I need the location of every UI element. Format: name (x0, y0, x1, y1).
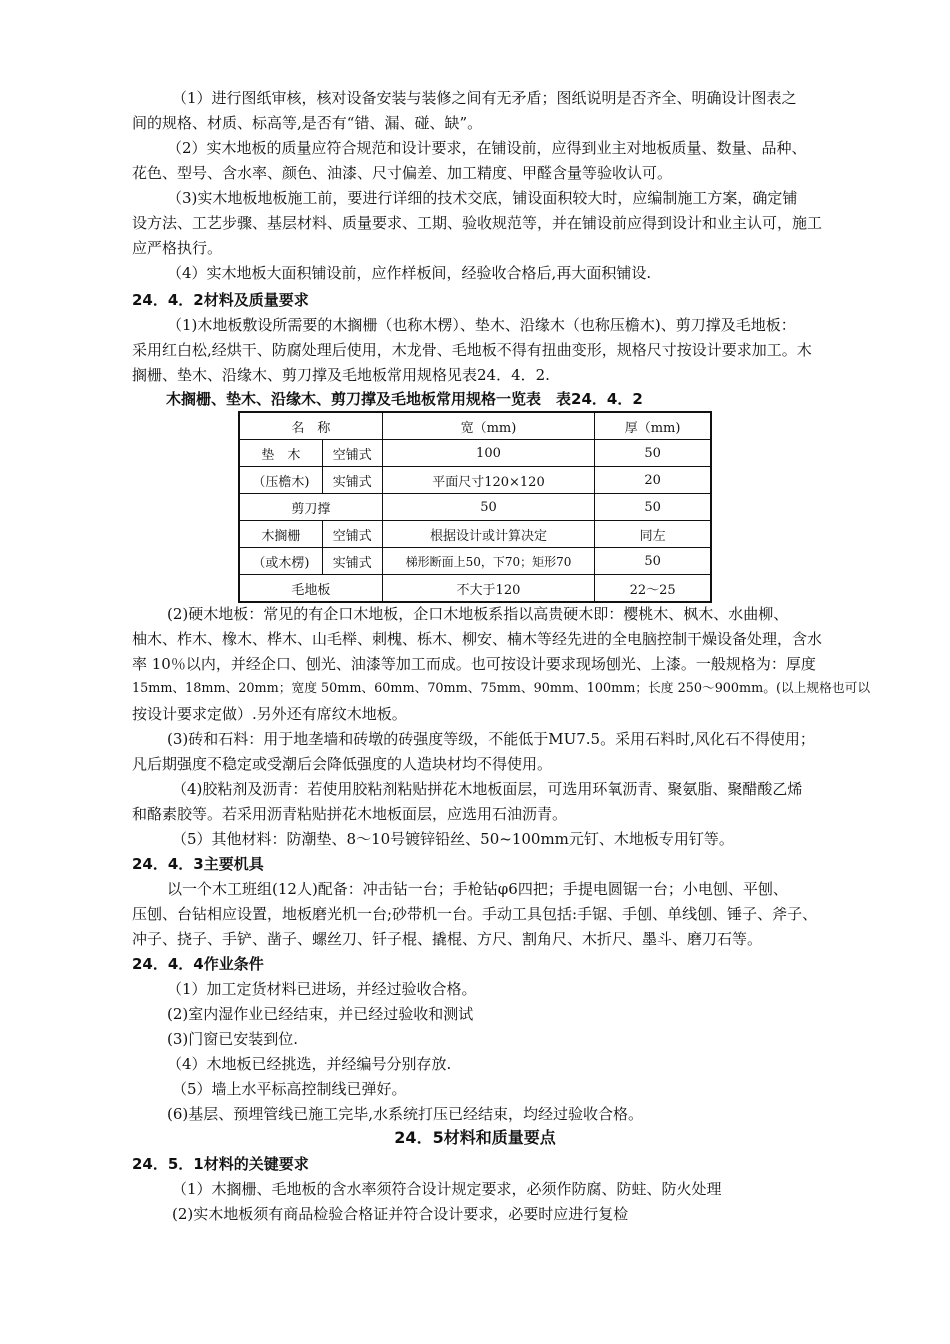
table-header-row (239, 412, 711, 440)
cell-thickness: 22～25 (595, 575, 711, 603)
spec-table (238, 411, 712, 603)
table-row (239, 440, 711, 467)
text-line: 凡后期强度不稳定或受潮后会降低强度的人造块材均不得使用。 (132, 755, 553, 773)
cell-width: 平面尺寸120×120 (382, 467, 595, 494)
text-line: （4)胶粘剂及沥青：若使用胶粘剂粘贴拼花木地板面层，可选用环氧沥青、聚氨脂、聚醋酸乙烯 (172, 780, 803, 798)
text-line: （3)实木地板地板施工前，要进行详细的技术交底，铺设面积较大时，应编制施工方案，确定铺 (167, 189, 798, 207)
table-row (239, 548, 711, 575)
text-line: (6)基层、预埋管线已施工完毕,水系统打压已经结束，均经过验收合格。 (167, 1105, 644, 1123)
cell-thickness: 同左 (595, 521, 711, 548)
cell-type: 空铺式 (322, 440, 382, 467)
text-line: (2)实木地板须有商品检验合格证并符合设计要求，必要时应进行复检 (172, 1205, 629, 1223)
cell-maodiban: 毛地板 (239, 575, 382, 603)
text-line: (3)门窗已安装到位. (167, 1030, 299, 1048)
text-line: （2）实木地板的质量应符合规范和设计要求，在铺设前，应得到业主对地板质量、数量、品种、 (167, 139, 807, 157)
text-line: 冲子、挠子、手铲、凿子、螺丝刀、钎子棍、撬棍、方尺、割角尺、木折尺、墨斗、磨刀石等。 (132, 930, 763, 948)
text-line: (3)砖和石料：用于地垄墙和砖墩的砖强度等级，不能低于MU7.5。采用石料时,风化石不得使用； (167, 730, 815, 748)
header-width: 宽（mm) (382, 412, 595, 440)
text-line: 以一个木工班组(12人)配备：冲击钻一台；手枪钻φ6四把；手提电圆锯一台；小电刨、平刨、 (167, 880, 788, 898)
cell-thickness: 50 (595, 548, 711, 575)
text-line: 率 10％以内，并经企口、刨光、油漆等加工而成。也可按设计要求现场刨光、上漆。一般规格为：厚度 (132, 655, 816, 673)
section-heading: 24．5．1材料的关键要求 (132, 1155, 309, 1173)
text-line: 压刨、台钻相应设置，地板磨光机一台;砂带机一台。手动工具包括:手锯、手刨、单线刨、锤子、斧子、 (132, 905, 818, 923)
header-thickness: 厚（mm) (595, 412, 711, 440)
cell-width: 50 (382, 494, 595, 521)
header-name: 名 称 (239, 412, 382, 440)
table-row (239, 575, 711, 603)
section-title: 24．5材料和质量要点 (394, 1128, 556, 1147)
text-line: 花色、型号、含水率、颜色、油漆、尺寸偏差、加工精度、甲醛含量等验收认可。 (132, 164, 673, 182)
cell-type: 实铺式 (322, 548, 382, 575)
text-line: （4）木地板已经挑选，并经编号分别存放. (167, 1055, 452, 1073)
section-heading: 24．4．3主要机具 (132, 855, 264, 873)
table-title: 木搁栅、垫木、沿缘木、剪刀撑及毛地板常用规格一览表 表24．4．2 (166, 390, 643, 408)
text-line: 15mm、18mm、20mm；宽度 50mm、60mm、70mm、75mm、90mm、100mm；长度 250～900mm。(以上规格也可以 (132, 681, 871, 696)
text-line: 采用红白松,经烘干、防腐处理后使用，木龙骨、毛地板不得有扭曲变形，规格尺寸按设计要求加工。木 (132, 341, 812, 359)
text-line: （1)木地板敷设所需要的木搁栅（也称木楞）、垫木、沿缘木（也称压檐木)、剪刀撑及毛地板： (167, 316, 796, 334)
cell-dianmu-alt: （压檐木) (239, 467, 322, 494)
text-line: 应严格执行。 (132, 239, 223, 257)
cell-mugeshan-alt: （或木楞) (239, 548, 322, 575)
cell-thickness: 50 (595, 440, 711, 467)
section-heading: 24．4．2材料及质量要求 (132, 291, 309, 309)
cell-type: 实铺式 (322, 467, 382, 494)
table-row (239, 494, 711, 521)
text-line: 和酪素胶等。若采用沥青粘贴拼花木地板面层，应选用石油沥青。 (132, 805, 568, 823)
cell-dianmu: 垫 木 (239, 440, 322, 467)
text-line: 按设计要求定做）.另外还有席纹木地板。 (132, 705, 407, 723)
text-line: （5）墙上水平标高控制线已弹好。 (172, 1080, 407, 1098)
text-line: （1）木搁栅、毛地板的含水率须符合设计规定要求，必须作防腐、防蛀、防火处理 (172, 1180, 722, 1198)
cell-type: 空铺式 (322, 521, 382, 548)
text-line: （4）实木地板大面积铺设前，应作样板间，经验收合格后,再大面积铺设. (167, 264, 652, 282)
cell-width: 根据设计或计算决定 (382, 521, 595, 548)
text-line: （5）其他材料：防潮垫、8～10号镀锌铅丝、50~100mm元钉、木地板专用钉等。 (172, 830, 734, 848)
text-line: 设方法、工艺步骤、基层材料、质量要求、工期、验收规范等，并在铺设前应得到设计和业主认可，施工 (132, 214, 823, 232)
text-line: （1）进行图纸审核，核对设备安装与装修之间有无矛盾；图纸说明是否齐全、明确设计图表之 (172, 89, 797, 107)
text-line: (2)室内湿作业已经结束，并已经过验收和测试 (167, 1005, 474, 1023)
cell-jiandaocheng: 剪刀撑 (239, 494, 382, 521)
cell-thickness: 50 (595, 494, 711, 521)
cell-width: 不大于120 (382, 575, 595, 603)
text-line: 间的规格、材质、标高等,是否有“错、漏、碰、缺”。 (132, 114, 483, 132)
section-heading: 24．4．4作业条件 (132, 955, 264, 973)
cell-width: 100 (382, 440, 595, 467)
text-line: （1）加工定货材料已进场，并经过验收合格。 (167, 980, 477, 998)
text-line: 搁栅、垫木、沿缘木、剪刀撑及毛地板常用规格见表24．4．2. (132, 366, 550, 384)
cell-width: 梯形断面上50，下70；矩形70 (382, 548, 595, 575)
table-row (239, 467, 711, 494)
text-line: (2)硬木地板：常见的有企口木地板，企口木地板系指以高贵硬木即：樱桃木、枫木、水曲柳、 (167, 605, 789, 623)
cell-mugeshan: 木搁栅 (239, 521, 322, 548)
text-line: 柚木、柞木、橡木、桦木、山毛榉、刺槐、栎木、柳安、楠木等经先进的全电脑控制干燥设备处理，含水 (132, 630, 823, 648)
table-row (239, 521, 711, 548)
cell-thickness: 20 (595, 467, 711, 494)
